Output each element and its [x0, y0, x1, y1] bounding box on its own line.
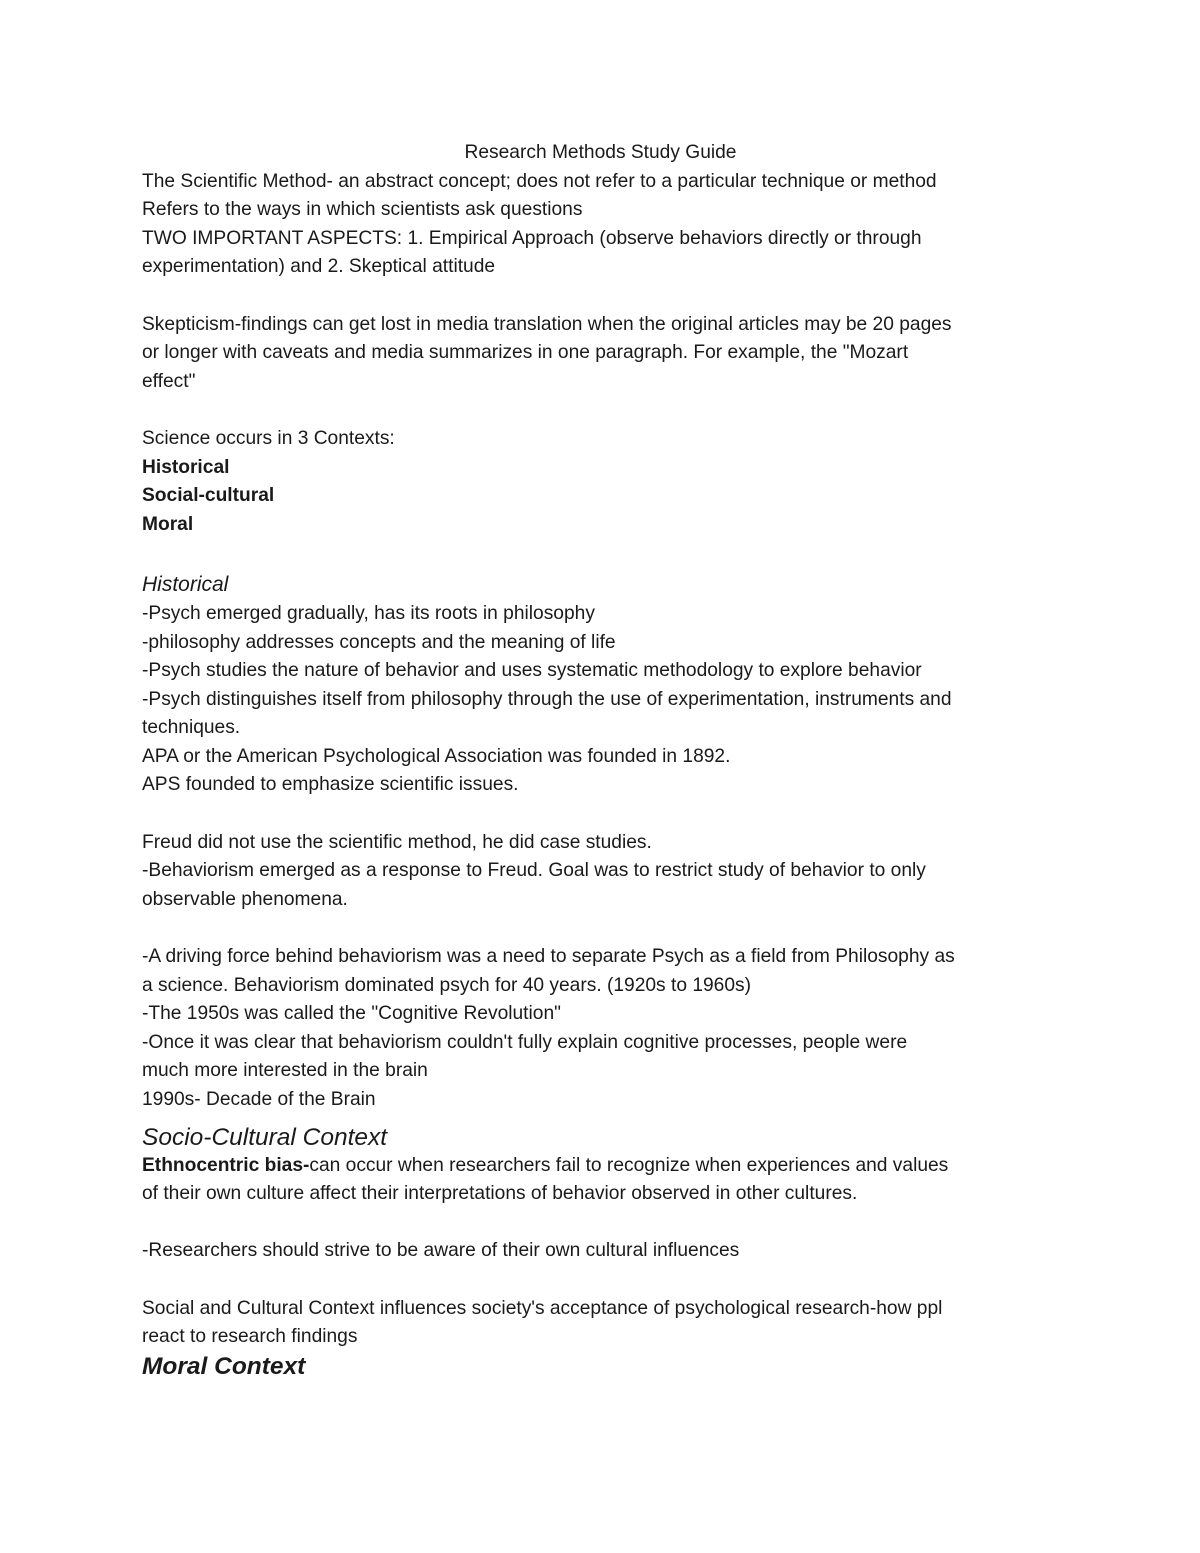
behaviorism-line: a science. Behaviorism dominated psych for 40 years. (1920s to 1960s): [142, 974, 751, 996]
spacer: [142, 800, 1062, 829]
historical-line: -Psych studies the nature of behavior and uses systematic methodology to explore behavior: [142, 660, 922, 682]
socio-cultural-line: Social and Cultural Context influences society's acceptance of psychological research-how ppl: [142, 1297, 943, 1319]
document-title: Research Methods Study Guide: [464, 142, 737, 163]
historical-line: -philosophy addresses concepts and the meaning of life: [142, 631, 616, 653]
freud-line: observable phenomena.: [142, 888, 348, 910]
skepticism-line: Skepticism-findings can get lost in media translation when the original articles may be 20 pages: [142, 313, 952, 335]
socio-cultural-line: -Researchers should strive to be aware of their own cultural influences: [142, 1240, 740, 1262]
document-body: [142, 139, 1062, 1384]
context-item-moral: Moral: [142, 513, 194, 535]
behaviorism-line: -Once it was clear that behaviorism couldn't fully explain cognitive processes, people were: [142, 1031, 908, 1053]
skepticism-line: or longer with caveats and media summarizes in one paragraph. For example, the "Mozart: [142, 342, 909, 364]
spacer: [142, 914, 1062, 943]
historical-line: techniques.: [142, 717, 241, 739]
ethnocentric-line: [142, 1152, 1062, 1181]
historical-line: APS founded to emphasize scientific issues.: [142, 774, 519, 796]
socio-cultural-line: of their own culture affect their interpretations of behavior observed in other cultures.: [142, 1183, 858, 1205]
behaviorism-line: much more interested in the brain: [142, 1060, 428, 1082]
behaviorism-line: -A driving force behind behaviorism was a need to separate Psych as a field from Philosophy as: [142, 946, 955, 968]
ethnocentric-bias-term: Ethnocentric bias-: [142, 1154, 310, 1176]
intro-line: experimentation) and 2. Skeptical attitude: [142, 256, 496, 278]
spacer: [142, 1266, 1062, 1295]
historical-line: -Psych distinguishes itself from philosophy through the use of experimentation, instruments and: [142, 688, 952, 710]
spacer: [142, 282, 1062, 311]
historical-line: -Psych emerged gradually, has its roots in philosophy: [142, 602, 595, 624]
spacer: [142, 396, 1062, 425]
intro-line: TWO IMPORTANT ASPECTS: 1. Empirical Approach (observe behaviors directly or through: [142, 227, 922, 249]
contexts-intro: Science occurs in 3 Contexts:: [142, 427, 395, 449]
socio-cultural-line: react to research findings: [142, 1326, 358, 1348]
spacer: [142, 1209, 1062, 1238]
behaviorism-line: -The 1950s was called the "Cognitive Revolution": [142, 1003, 561, 1025]
freud-line: Freud did not use the scientific method, he did case studies.: [142, 831, 652, 853]
intro-line: The Scientific Method- an abstract concept; does not refer to a particular technique or method: [142, 170, 937, 192]
behaviorism-line: 1990s- Decade of the Brain: [142, 1089, 376, 1110]
ethnocentric-bias-definition: can occur when researchers fail to recognize when experiences and values: [309, 1154, 949, 1176]
context-item-historical: Historical: [142, 456, 230, 478]
spacer: [142, 539, 1062, 568]
historical-line: APA or the American Psychological Association was founded in 1892.: [142, 745, 731, 767]
intro-line: Refers to the ways in which scientists ask questions: [142, 199, 583, 221]
freud-line: -Behaviorism emerged as a response to Freud. Goal was to restrict study of behavior to only: [142, 860, 926, 882]
moral-context-heading: Moral Context: [142, 1352, 306, 1380]
socio-cultural-heading: Socio-Cultural Context: [142, 1123, 388, 1151]
context-item-social-cultural: Social-cultural: [142, 485, 275, 507]
skepticism-line: effect": [142, 370, 196, 392]
historical-heading: Historical: [142, 572, 229, 596]
